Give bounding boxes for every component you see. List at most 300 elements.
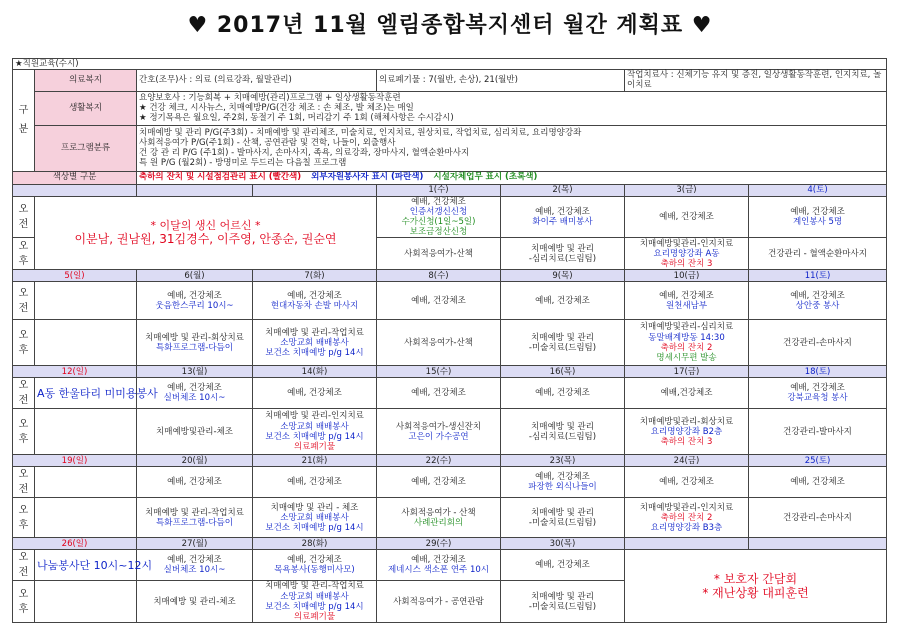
date-header <box>749 366 887 378</box>
date-header <box>625 455 749 467</box>
table-row <box>13 70 887 91</box>
schedule-entry: 소망교회 배배봉사 <box>280 512 349 523</box>
schedule-entry: 치매예방 및 관리-작업치료 <box>145 507 244 518</box>
am-label-char: 오 <box>18 203 29 215</box>
date-label: 11(토) <box>804 270 831 281</box>
day-cell-pm <box>137 320 253 366</box>
pm-label-char: 오 <box>18 329 29 341</box>
date-label: 21(화) <box>301 455 328 466</box>
date-label: 26(일) <box>61 538 88 549</box>
schedule-entry: 소망교회 배배봉사 <box>280 591 349 602</box>
schedule-entry: 예배, 건강체조 <box>535 560 590 571</box>
page-title: ♥ 2017년 11월 엘림종합복지센터 월간 계획표 ♥ <box>187 13 713 38</box>
date-label: 30(목) <box>549 538 576 549</box>
am-label-cell <box>13 467 35 498</box>
date-label: 24(금) <box>673 455 700 466</box>
month-end-event: * 재난상황 대피훈련 <box>702 586 809 601</box>
category-detail-line: 사회적응여가 P/G(주1회) - 산책, 공연관람 및 견학, 나들이, 외출행사 <box>139 137 396 148</box>
table-row <box>13 59 887 70</box>
date-header-empty <box>137 184 253 196</box>
day-cell-pm <box>625 498 749 538</box>
table-row <box>13 270 887 282</box>
pm-label-cell <box>13 238 35 270</box>
schedule-entry: 치매예방 및 관리-회상치료 <box>145 332 244 343</box>
day-cell-pm <box>377 409 501 455</box>
date-label: 29(수) <box>425 538 452 549</box>
schedule-entry: 사회적응여가-산책 <box>404 337 473 348</box>
schedule-entry: 예배, 건강체조 <box>167 290 222 301</box>
day-cell-am <box>35 282 137 320</box>
legend-cell <box>137 171 887 184</box>
schedule-entry: 보건소 치매예방 p/g 14시 <box>265 347 364 358</box>
schedule-entry: 현대자동차 손발 마사지 <box>270 300 359 311</box>
day-cell-am <box>501 282 625 320</box>
category-label-living <box>35 91 137 125</box>
schedule-entry: 의료폐기물 <box>293 611 336 622</box>
schedule-entry: 치매예방및관리-심리치료 <box>639 322 734 333</box>
day-cell-pm <box>501 320 625 366</box>
schedule-entry: 치매예방및관리-체조 <box>156 426 233 437</box>
day-cell-pm <box>501 498 625 538</box>
schedule-entry: 예배, 건강체조 <box>790 206 845 217</box>
section-label-char: 구 <box>18 105 29 117</box>
schedule-entry: 건강관리-손마사지 <box>783 512 852 523</box>
schedule-entry: 예배, 건강체조 <box>535 206 590 217</box>
schedule-entry: 축하의 잔치 3 <box>660 258 713 269</box>
schedule-entry: 예배, 건강체조 <box>287 290 342 301</box>
monthly-calendar-table <box>12 58 887 623</box>
category-label-program <box>35 125 137 171</box>
table-row <box>13 378 887 409</box>
day-cell-pm <box>253 581 377 623</box>
day-cell-am <box>377 282 501 320</box>
category-detail: 의료폐기물 : 7(월반, 손상), 21(월반) <box>379 75 518 86</box>
table-row <box>13 550 887 581</box>
day-cell-am <box>749 378 887 409</box>
date-header <box>501 184 625 196</box>
table-row <box>13 467 887 498</box>
day-cell-pm <box>749 409 887 455</box>
date-header-sunday <box>13 366 137 378</box>
date-label: 8(수) <box>428 270 449 281</box>
date-header-sunday <box>13 538 137 550</box>
date-label: 12(일) <box>61 366 88 377</box>
day-cell-pm <box>377 320 501 366</box>
date-header <box>749 184 887 196</box>
schedule-entry: -미술치료(드림팀) <box>528 342 597 353</box>
am-label-char: 오 <box>18 380 29 392</box>
schedule-entry: 명세시무편 발송 <box>656 353 717 363</box>
month-end-events-cell <box>625 550 887 623</box>
schedule-entry: 실버체조 10시~ <box>163 565 226 576</box>
pm-label-char: 후 <box>18 344 29 356</box>
pm-label-cell <box>13 409 35 455</box>
schedule-entry: 보건소 치매예방 p/g 14시 <box>265 431 364 442</box>
date-header <box>253 455 377 467</box>
day-cell-am <box>625 196 749 238</box>
pm-label-char: 후 <box>18 433 29 445</box>
date-label: 16(목) <box>549 366 576 377</box>
pm-label-char: 후 <box>18 255 29 267</box>
schedule-entry: 치매예방및관리-인지치료 <box>639 502 734 513</box>
day-cell-am <box>137 467 253 498</box>
date-label: 9(목) <box>552 270 573 281</box>
date-header <box>377 184 501 196</box>
day-cell-pm <box>501 581 625 623</box>
schedule-entry: 건강관리 - 혈액순환마사지 <box>768 248 867 259</box>
pm-label-char: 오 <box>18 588 29 600</box>
category-detail-line: 특 원 P/G (월2회) - 방명미로 두드리는 다음칠 프로그램 <box>139 158 347 169</box>
schedule-entry: 축하의 잔치 3 <box>660 436 713 447</box>
schedule-entry: -심리치료(드림팀) <box>528 431 597 442</box>
schedule-entry: 사회적응여가 - 산책 <box>401 507 476 518</box>
date-label: 25(토) <box>804 455 831 466</box>
date-header-sunday <box>13 270 137 282</box>
schedule-entry: 웃음한스쿠리 10시~ <box>155 300 234 311</box>
date-header <box>625 366 749 378</box>
am-label-cell <box>13 550 35 581</box>
am-label-char: 오 <box>18 287 29 299</box>
schedule-entry: -심리치료(드림팀) <box>528 253 597 264</box>
day-cell-am <box>625 378 749 409</box>
schedule-entry: 화이주 배미봉사 <box>532 216 593 227</box>
schedule-entry: 치매예방 및 관리-작업치료 <box>265 581 364 592</box>
date-header <box>253 366 377 378</box>
table-row <box>13 455 887 467</box>
day-cell-pm <box>35 409 137 455</box>
schedule-entry: 계인봉사 5명 <box>792 216 843 227</box>
schedule-entry: 건강관리-손마사지 <box>783 337 852 348</box>
day-cell-am <box>749 467 887 498</box>
table-row <box>13 538 887 550</box>
program-detail-cell <box>137 125 887 171</box>
schedule-entry: 예배, 건강체조 <box>535 472 590 483</box>
date-label: 22(수) <box>425 455 452 466</box>
legend-label-cell <box>13 171 137 184</box>
day-cell-am <box>253 282 377 320</box>
date-header <box>377 455 501 467</box>
schedule-entry: 예배, 건강체조 <box>287 555 342 566</box>
day-cell-pm <box>501 409 625 455</box>
day-cell-am <box>35 467 137 498</box>
date-label: 2(목) <box>552 184 573 195</box>
category-detail: 작업치료사 : 신체기능 유지 및 증진, 일상생활동작훈련, 인지치료, 놀이치료 <box>627 70 882 91</box>
birthday-cell <box>35 196 377 270</box>
schedule-entry: 수가신청(1일~5일) <box>401 216 476 227</box>
day-cell-pm <box>35 320 137 366</box>
am-label-char: 전 <box>18 218 29 230</box>
date-header <box>137 270 253 282</box>
table-row <box>13 282 887 320</box>
schedule-entry: 예배, 건강체조 <box>287 477 342 488</box>
table-row <box>13 184 887 196</box>
schedule-entry: 예배, 건강체조 <box>535 388 590 399</box>
day-cell-am <box>377 467 501 498</box>
pm-label-cell <box>13 581 35 623</box>
day-cell-am <box>625 282 749 320</box>
date-label: 20(월) <box>181 455 208 466</box>
schedule-entry: 의료폐기물 <box>293 442 336 452</box>
pm-label-cell <box>13 498 35 538</box>
am-label-char: 오 <box>18 469 29 481</box>
day-cell-pm <box>137 409 253 455</box>
date-label: 17(금) <box>673 366 700 377</box>
date-header <box>501 455 625 467</box>
date-label: 7(화) <box>304 270 325 281</box>
day-cell-am <box>253 378 377 409</box>
table-row <box>13 498 887 538</box>
table-row <box>13 171 887 184</box>
day-cell-am <box>35 378 158 409</box>
category-label: 생활복지 <box>69 102 102 113</box>
day-cell-pm <box>377 498 501 538</box>
schedule-entry: 인증서갱신신청 <box>409 206 468 217</box>
schedule-entry: 실버체조 10시~ <box>163 393 226 404</box>
legend-blue: 외부자원봉사자 표시 (파란색) <box>311 172 424 183</box>
date-label: 10(금) <box>673 270 700 281</box>
schedule-entry: 사회적응여가-생신잔치 <box>395 421 482 432</box>
date-header <box>137 455 253 467</box>
category-detail-line: 치매예방 및 관리 P/G(주3회) - 치매예방 및 관리체조, 미술치료, 인지치료, 원상치료, 작업치료, 심리치료, 요리명양강좌 <box>139 127 582 138</box>
category-detail: 간호(조무)사 : 의료 (의료강좌, 월말관리) <box>139 75 292 86</box>
pm-label-char: 오 <box>18 418 29 430</box>
schedule-entry: 동말배계방동 14:30 <box>648 332 725 343</box>
schedule-entry: 소망교회 배배봉사 <box>280 421 349 432</box>
table-row <box>13 409 887 455</box>
day-cell-pm <box>253 498 377 538</box>
day-cell-am <box>501 550 625 581</box>
date-header <box>377 366 501 378</box>
schedule-entry: 예배, 건강체조 <box>167 383 222 394</box>
date-label: 13(월) <box>181 366 208 377</box>
day-cell-pm <box>253 409 377 455</box>
table-row <box>13 196 887 238</box>
date-header <box>253 270 377 282</box>
schedule-entry: 예배, 건강체조 <box>535 295 590 306</box>
am-label-cell <box>13 378 35 409</box>
schedule-entry: 예배, 건강체조 <box>411 388 466 399</box>
date-header <box>749 455 887 467</box>
day-cell-am <box>377 550 501 581</box>
date-header-empty <box>13 184 137 196</box>
date-header-empty <box>749 538 887 550</box>
legend-red: 축하의 잔치 및 시설점검관리 표시 (빨간색) <box>139 172 302 183</box>
schedule-entry: 치매예방 및 관리 <box>531 243 594 254</box>
section-label-char: 분 <box>18 124 29 136</box>
medical-detail-waste <box>377 70 625 91</box>
month-end-event: * 보호자 간담회 <box>713 571 798 586</box>
schedule-entry: 치매예방 및 관리 <box>531 421 594 432</box>
schedule-entry: 예배, 건강체조 <box>167 477 222 488</box>
medical-detail-nurse <box>137 70 377 91</box>
schedule-entry: 예배, 건강체조 <box>411 555 466 566</box>
schedule-entry: 상안중 봉사 <box>795 300 840 311</box>
schedule-entry: 사회적응여가 - 공연관람 <box>393 596 484 607</box>
day-cell-am <box>253 467 377 498</box>
category-label: 의료복지 <box>69 75 102 86</box>
category-label: 프로그램분류 <box>60 142 111 153</box>
schedule-entry: 원천새남부 <box>665 300 708 311</box>
legend-green: 시설자체업무 표시 (초록색) <box>433 172 538 183</box>
medical-detail-therapist <box>625 70 887 91</box>
am-label-cell <box>13 196 35 238</box>
table-row <box>13 320 887 366</box>
schedule-entry: 치매예방 및 관리-체조 <box>153 596 236 607</box>
date-label: 23(목) <box>549 455 576 466</box>
day-cell-pm <box>625 409 749 455</box>
date-header <box>749 270 887 282</box>
date-label: 3(금) <box>676 184 697 195</box>
schedule-entry: 요리명양강좌 B3층 <box>650 522 723 533</box>
staff-education-cell <box>13 59 887 70</box>
living-detail-cell <box>137 91 887 125</box>
day-cell-pm <box>749 498 887 538</box>
date-header <box>377 538 501 550</box>
birthday-title: * 이달의 생신 어르신 * <box>150 219 261 233</box>
date-header <box>625 270 749 282</box>
schedule-entry: 치매예방및관리-인지치료 <box>639 238 734 249</box>
schedule-entry: 파장한 외식나들이 <box>528 482 597 493</box>
section-label-cell <box>13 70 35 171</box>
am-label-char: 전 <box>18 484 29 496</box>
day-cell-pm <box>137 581 253 623</box>
schedule-entry: 예배, 건강체조 <box>287 388 342 399</box>
schedule-entry: 축하의 잔치 2 <box>660 512 713 523</box>
schedule-entry: 소망교회 배배봉사 <box>280 337 349 348</box>
schedule-entry: 고은이 가수공연 <box>408 431 469 442</box>
schedule-entry: -미술치료(드림팀) <box>528 517 597 528</box>
category-label-medical <box>35 70 137 91</box>
staff-education-label: ★직원교육(수시) <box>15 59 79 69</box>
date-header <box>253 538 377 550</box>
category-detail-line: 건 강 관 리 P/G (주1회) - 발마사지, 손마사지, 족욕, 의료강좌, 장마사지, 혈액순환마사지 <box>139 148 470 159</box>
date-header-sunday <box>13 455 137 467</box>
schedule-entry: 치매예방 및 관리 <box>531 591 594 602</box>
day-cell-pm <box>377 238 501 270</box>
date-header <box>625 184 749 196</box>
am-label-char: 전 <box>18 395 29 407</box>
date-header-empty <box>253 184 377 196</box>
date-header <box>501 538 625 550</box>
day-cell-am <box>501 467 625 498</box>
day-cell-pm <box>377 581 501 623</box>
schedule-entry: 예배, 건강체조 <box>790 383 845 394</box>
date-label: 1(수) <box>428 184 449 195</box>
schedule-entry: 사례관리회의 <box>413 517 464 528</box>
table-row <box>13 125 887 171</box>
pm-label-char: 후 <box>18 519 29 531</box>
day-cell-am <box>35 550 153 581</box>
schedule-entry: 치매예방 및 관리-작업치료 <box>265 327 364 338</box>
date-header <box>137 538 253 550</box>
am-label-char: 오 <box>18 552 29 564</box>
schedule-entry: 목욕봉사(동행미사모) <box>274 565 355 576</box>
day-cell-am <box>501 378 625 409</box>
schedule-entry: A동 한울타리 미미용봉사 <box>37 386 158 400</box>
schedule-entry: 예배,건강체조 <box>660 388 713 399</box>
birthday-names: 이분남, 권남원, 31김경수, 이주영, 안종순, 권순연 <box>74 232 337 247</box>
schedule-entry: 요리명양강좌 A동 <box>653 248 720 259</box>
day-cell-am <box>749 282 887 320</box>
day-cell-pm <box>35 498 137 538</box>
schedule-entry: 예배, 건강체조 <box>659 290 714 301</box>
day-cell-pm <box>501 238 625 270</box>
schedule-entry: -미술치료(드림팀) <box>528 601 597 612</box>
schedule-entry: 예배, 건강체조 <box>167 555 222 566</box>
schedule-entry: 보건소 치매예방 p/g 14시 <box>265 601 364 612</box>
date-header <box>137 366 253 378</box>
date-label: 4(토) <box>807 184 828 195</box>
schedule-entry: 예배, 건강체조 <box>411 295 466 306</box>
table-row <box>13 91 887 125</box>
day-cell-pm <box>253 320 377 366</box>
day-cell-pm <box>749 320 887 366</box>
schedule-entry: 요리명양강좌 B2층 <box>650 426 723 437</box>
day-cell-pm <box>137 498 253 538</box>
schedule-entry: 예배, 건강체조 <box>411 196 466 207</box>
day-cell-pm <box>625 320 749 366</box>
day-cell-am <box>253 550 377 581</box>
am-label-char: 전 <box>18 567 29 579</box>
pm-label-char: 오 <box>18 504 29 516</box>
schedule-entry: 치매예방 및 관리 <box>531 507 594 518</box>
date-header <box>501 270 625 282</box>
schedule-entry: 사회적응여가-산책 <box>404 248 473 259</box>
category-detail-line: ★ 건강 체크, 시사뉴스, 치매예방P/G(건강 체조 : 손 체조, 발 체조)는 매일 <box>139 102 414 113</box>
day-cell-pm <box>749 238 887 270</box>
schedule-entry: 예배, 건강체조 <box>659 211 714 222</box>
day-cell-am <box>749 196 887 238</box>
date-label: 27(월) <box>181 538 208 549</box>
schedule-entry: 예배, 건강체조 <box>411 477 466 488</box>
am-label-char: 전 <box>18 302 29 314</box>
schedule-entry: 치매예방 및 관리 <box>531 332 594 343</box>
day-cell-am <box>137 550 253 581</box>
day-cell-pm <box>625 238 749 270</box>
day-cell-am <box>625 467 749 498</box>
legend-label: 색상별 구분 <box>52 172 97 183</box>
schedule-entry: 예배, 건강체조 <box>659 477 714 488</box>
am-label-cell <box>13 282 35 320</box>
pm-label-cell <box>13 320 35 366</box>
schedule-entry: 특화프로그램-다듬이 <box>156 517 233 528</box>
pm-label-char: 오 <box>18 240 29 252</box>
table-row <box>13 366 887 378</box>
day-cell-am <box>137 282 253 320</box>
date-header-empty <box>625 538 749 550</box>
date-label: 5(일) <box>64 270 85 281</box>
day-cell-am <box>377 196 501 238</box>
date-label: 6(월) <box>184 270 205 281</box>
schedule-entry: 치매예방 및 관리 - 체조 <box>270 502 359 513</box>
schedule-entry: 보조금정산신청 <box>409 227 468 238</box>
schedule-entry: 건강관리-발마사지 <box>783 426 852 437</box>
schedule-entry: 나눔봉사단 10시~12시 <box>37 558 153 572</box>
category-detail-line: ★ 정기목욕은 월요일, 주2회, 동절기 주 1회, 머리감기 주 1회 (해체사항은 수시감시) <box>139 113 454 124</box>
schedule-entry: 치매예방및관리-회상치료 <box>639 416 734 427</box>
date-label: 28(화) <box>301 538 328 549</box>
date-header <box>501 366 625 378</box>
schedule-entry: 예배, 건강체조 <box>790 290 845 301</box>
schedule-entry: 특화프로그램-다듬이 <box>156 342 233 353</box>
schedule-entry: 치매예방 및 관리-인지치료 <box>265 411 364 422</box>
date-label: 18(토) <box>804 366 831 377</box>
schedule-entry: 강북교육청 봉사 <box>787 393 848 404</box>
day-cell-am <box>377 378 501 409</box>
schedule-entry: 보건소 치매예방 p/g 14시 <box>265 522 364 533</box>
pm-label-char: 후 <box>18 603 29 615</box>
day-cell-pm <box>35 581 137 623</box>
